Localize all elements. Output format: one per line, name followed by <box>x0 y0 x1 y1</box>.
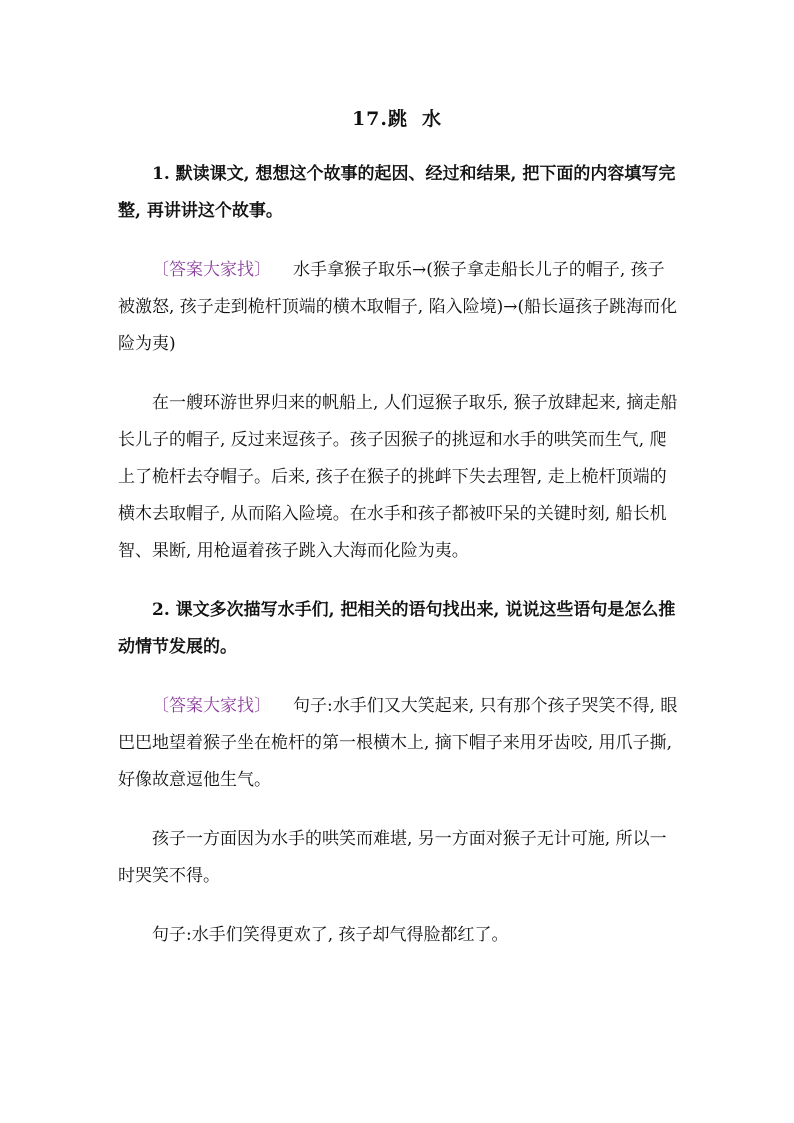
title-number: 17. <box>351 108 389 130</box>
answer-2-sentence-1 <box>118 688 678 799</box>
title-word-1: 跳 <box>388 108 409 130</box>
answer-badge-2: 〔答案大家找〕 <box>152 696 271 716</box>
page-title <box>0 104 794 131</box>
question-1: 1. 默读课文, 想想这个故事的起因、经过和结果, 把下面的内容填写完整, 再讲讲这个故事。 <box>118 164 676 221</box>
answer-1-text: 水手拿猴子取乐→(猴子拿走船长儿子的帽子, 孩子被激怒, 孩子走到桅杆顶端的横木取帽子, 陷入险境)→(船长逼孩子跳海而化险为夷) <box>118 260 678 354</box>
answer-1-line <box>118 252 678 363</box>
answer-1-story: 在一艘环游世界归来的帆船上, 人们逗猴子取乐, 猴子放肆起来, 摘走船长儿子的帽子, 反过来逗孩子。孩子因猴子的挑逗和水手的哄笑而生气, 爬上了桅杆去夺帽子。后来, 孩子在猴子的挑衅下失去理智, 走上桅杆顶端的横木去取帽子, 从而陷入险境。在水手和孩子都被吓呆的关键时刻, 船长机智、果断, 用枪逼着孩子跳入大海而化险为夷。 <box>118 393 678 561</box>
answer-2-sentence-2: 句子:水手们笑得更欢了, 孩子却气得脸都红了。 <box>152 925 509 945</box>
answer-2-explanation-1: 孩子一方面因为水手的哄笑而难堪, 另一方面对猴子无计可施, 所以一时哭笑不得。 <box>118 829 667 886</box>
answer-2-sentence-1-text: 句子:水手们又大笑起来, 只有那个孩子哭笑不得, 眼巴巴地望着猴子坐在桅杆的第一根横木上, 摘下帽子来用牙齿咬, 用爪子撕, 好像故意逗他生气。 <box>118 696 678 790</box>
document-body <box>118 156 678 976</box>
question-2: 2. 课文多次描写水手们, 把相关的语句找出来, 说说这些语句是怎么推动情节发展的。 <box>118 600 676 657</box>
answer-badge: 〔答案大家找〕 <box>152 260 271 280</box>
title-word-2: 水 <box>422 108 443 130</box>
